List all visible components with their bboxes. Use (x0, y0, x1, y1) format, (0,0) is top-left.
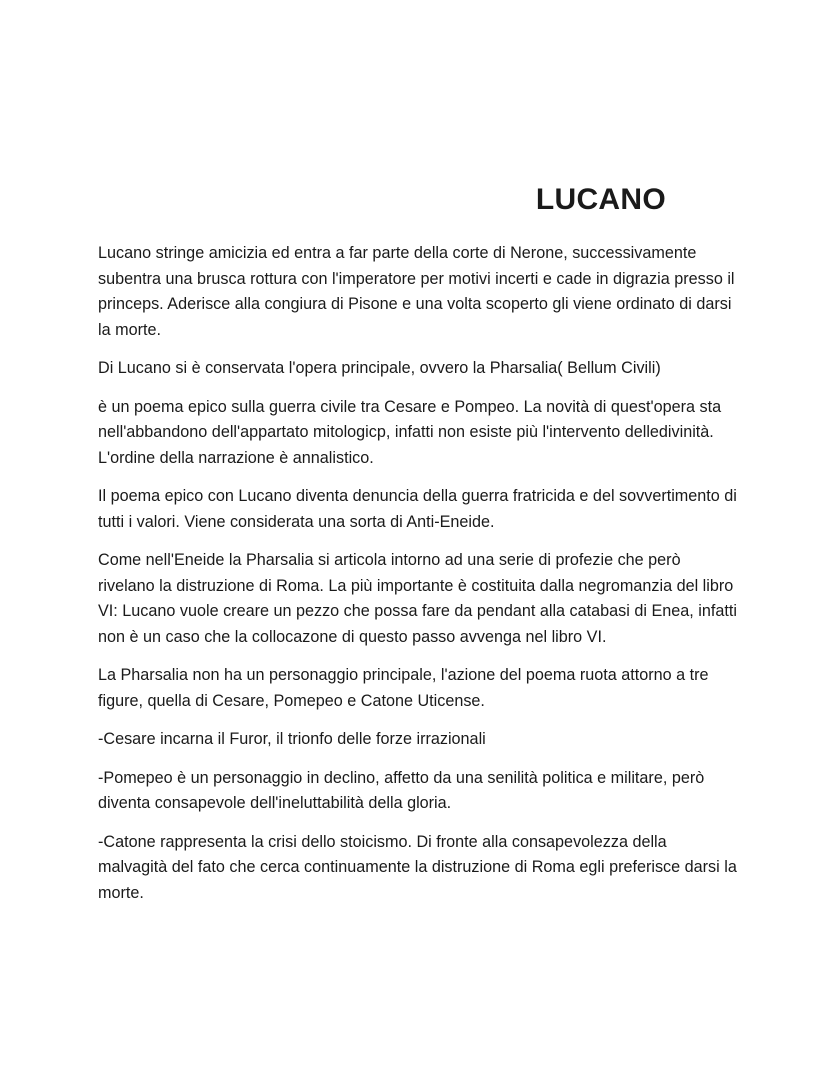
paragraph-intro: Lucano stringe amicizia ed entra a far parte della corte di Nerone, successivamente subentra una brusca rottura con l'imperatore per motivi incerti e cade in digrazia presso il princeps. Aderisce alla congiura di Pisone e una volta scoperto gli viene ordinato di darsi la morte. (98, 244, 735, 339)
page-title: LUCANO (535, 183, 666, 216)
document-body (98, 241, 738, 919)
paragraph-anti-eneide: Il poema epico con Lucano diventa denuncia della guerra fratricida e del sovvertimento di tutti i valori. Viene considerata una sorta di Anti-Eneide. (98, 487, 737, 531)
paragraph-profezie: Come nell'Eneide la Pharsalia si articola intorno ad una serie di profezie che però rivelano la distruzione di Roma. La più importante è costituita dalla negromanzia del libro VI: Lucano vuole creare un pezzo che possa fare da pendant alla catabasi di Enea, infatti non è un caso che la collocazone di questo passo avvenga nel libro VI. (98, 551, 737, 646)
paragraph-pompeo: -Pomepeo è un personaggio in declino, affetto da una senilità politica e militare, però diventa consapevole dell'ineluttabilità della gloria. (98, 768, 705, 812)
paragraph-catone: -Catone rappresenta la crisi dello stoicismo. Di fronte alla consapevolezza della malvagità del fato che cerca continuamente la distruzione di Roma egli preferisce darsi la morte. (98, 832, 737, 902)
paragraph-poema-epico: è un poema epico sulla guerra civile tra Cesare e Pompeo. La novità di quest'opera sta nell'abbandono dell'appartato mitologicp, infatti non esiste più l'intervento delledivinità. L'ordine della narrazione è annalistico. (98, 397, 722, 467)
paragraph-pharsalia: Di Lucano si è conservata l'opera principale, ovvero la Pharsalia( Bellum Civili) (98, 359, 661, 377)
paragraph-cesare: -Cesare incarna il Furor, il trionfo delle forze irrazionali (98, 730, 486, 748)
paragraph-personaggi: La Pharsalia non ha un personaggio principale, l'azione del poema ruota attorno a tre figure, quella di Cesare, Pomepeo e Catone Uticense. (98, 666, 709, 710)
